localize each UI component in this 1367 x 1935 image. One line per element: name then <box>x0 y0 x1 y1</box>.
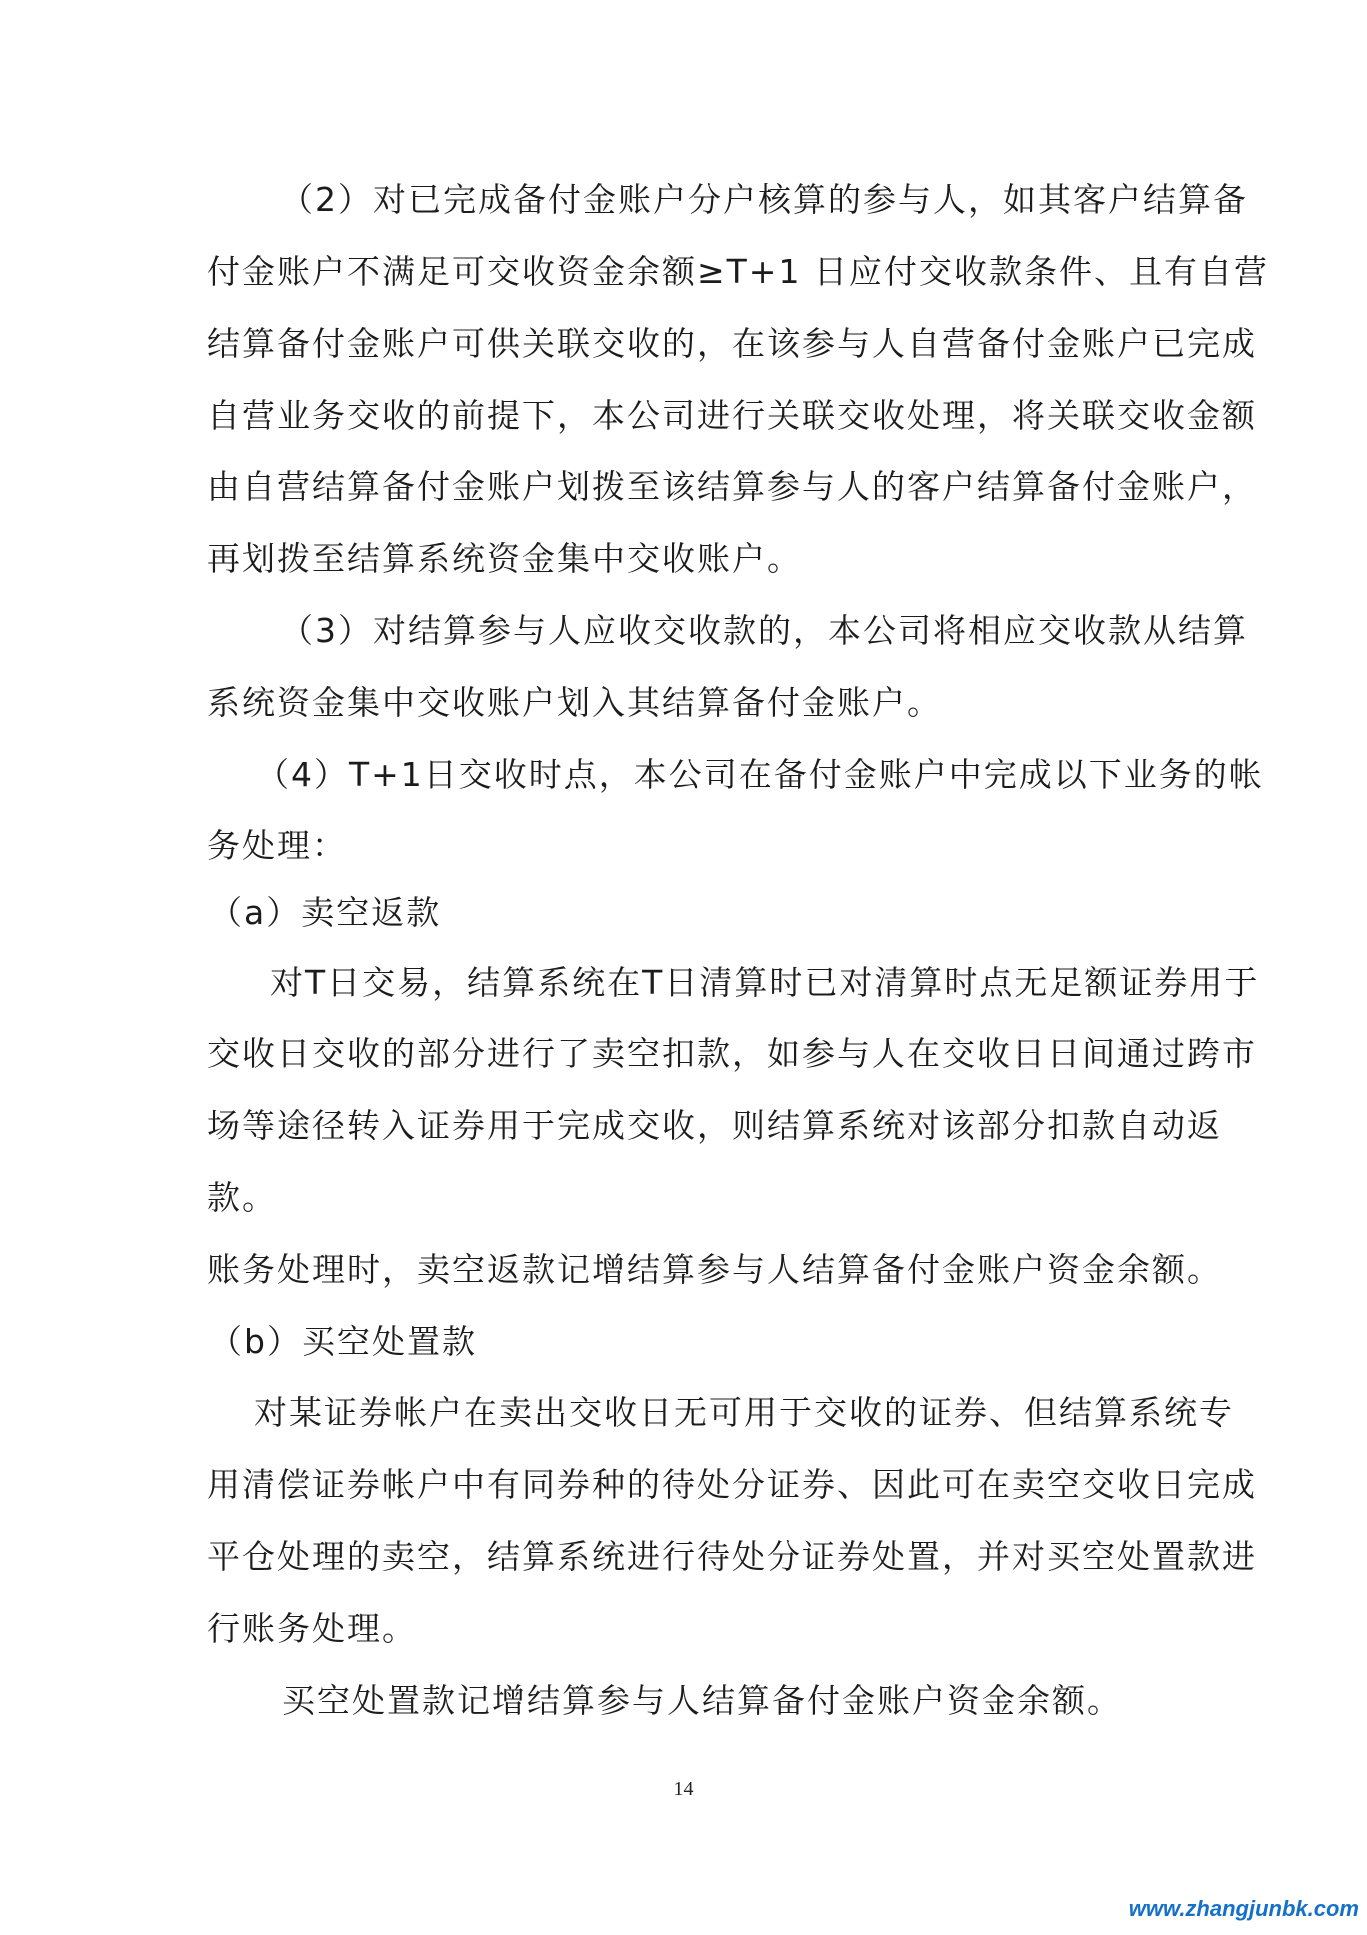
text-line: 场等途径转入证券用于完成交收，则结算系统对该部分扣款自动返 <box>207 1106 1222 1145</box>
text-line: 买空处置款记增结算参与人结算备付金账户资金余额。 <box>282 1681 1122 1720</box>
text-line: 由自营结算备付金账户划拨至该结算参与人的客户结算备付金账户， <box>207 467 1257 506</box>
text-line: 自营业务交收的前提下，本公司进行关联交收处理，将关联交收金额 <box>207 396 1257 435</box>
text-line: 用清偿证券帐户中有同券种的待处分证券、因此可在卖空交收日完成 <box>207 1465 1257 1504</box>
text-line: 对T日交易，结算系统在T日清算时已对清算时点无足额证券用于 <box>270 963 1260 1002</box>
text-line: （2）对已完成备付金账户分户核算的参与人，如其客户结算备 <box>280 180 1248 219</box>
text-line: 交收日交收的部分进行了卖空扣款，如参与人在交收日日间通过跨市 <box>207 1034 1257 1073</box>
text-line: 行账务处理。 <box>207 1609 417 1648</box>
section-heading: （a）卖空返款 <box>209 893 442 932</box>
text-line: 系统资金集中交收账户划入其结算备付金账户。 <box>207 683 942 722</box>
text-line: 对某证券帐户在卖出交收日无可用于交收的证券、但结算系统专 <box>254 1393 1234 1432</box>
page-number: 14 <box>673 1778 694 1800</box>
text-line: 务处理： <box>207 826 347 865</box>
text-line: 付金账户不满足可交收资金余额≥T+1 日应付交收款条件、且有自营 <box>207 252 1269 291</box>
section-heading: （b）买空处置款 <box>209 1322 477 1361</box>
text-line: 平仓处理的卖空，结算系统进行待处分证券处置，并对买空处置款进 <box>207 1537 1257 1576</box>
text-line: 款。 <box>207 1178 277 1217</box>
text-line: （3）对结算参与人应收交收款的，本公司将相应交收款从结算 <box>280 611 1248 650</box>
watermark-url[interactable]: www.zhangjunbk.com <box>1128 1896 1359 1921</box>
text-line: 账务处理时，卖空返款记增结算参与人结算备付金账户资金余额。 <box>207 1250 1222 1289</box>
text-line: 结算备付金账户可供关联交收的，在该参与人自营备付金账户已完成 <box>207 324 1257 363</box>
text-line: （4）T+1日交收时点，本公司在备付金账户中完成以下业务的帐 <box>256 755 1264 794</box>
text-line: 再划拨至结算系统资金集中交收账户。 <box>207 539 802 578</box>
